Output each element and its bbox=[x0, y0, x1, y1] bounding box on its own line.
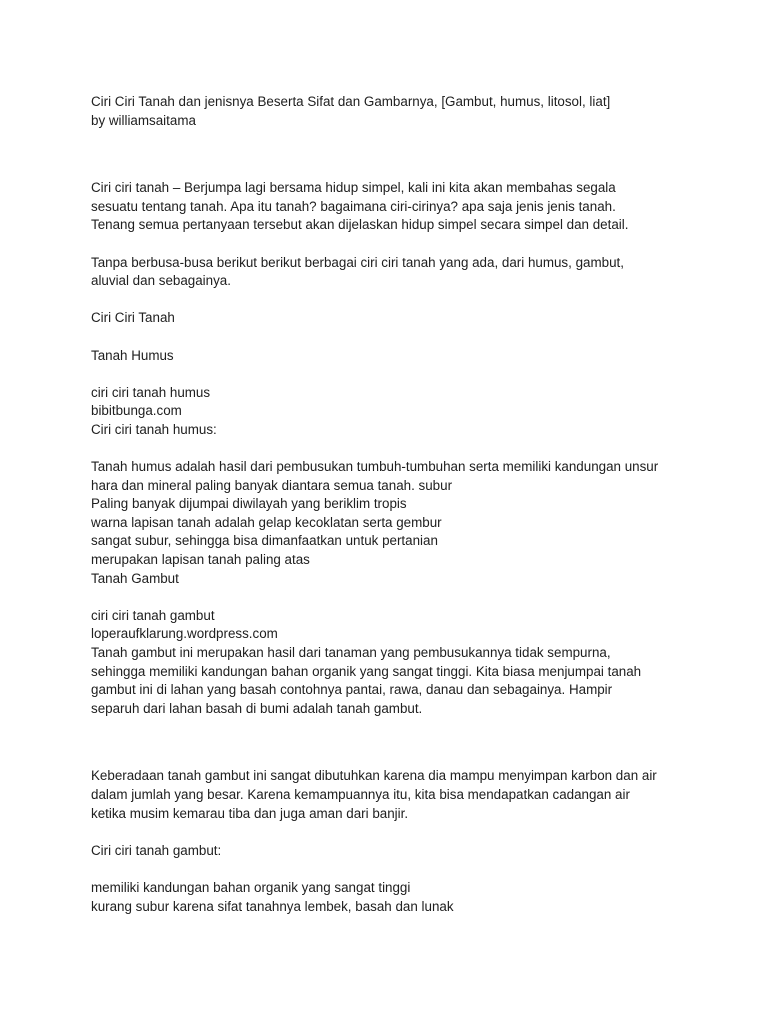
section-heading-ciri: Ciri Ciri Tanah bbox=[91, 310, 175, 326]
paragraph-line: gambut ini di lahan yang basah contohnya pantai, rawa, danau dan sebagainya. Hampir bbox=[91, 682, 613, 698]
list-item: sangat subur, sehingga bisa dimanfaatkan untuk pertanian bbox=[91, 533, 438, 549]
list-item: warna lapisan tanah adalah gelap kecoklatan serta gembur bbox=[91, 514, 442, 530]
list-item: memiliki kandungan bahan organik yang sangat tinggi bbox=[91, 879, 411, 895]
paragraph-line: sehingga memiliki kandungan bahan organik yang sangat tinggi. Kita biasa menjumpai tanah bbox=[91, 663, 642, 679]
spacer bbox=[91, 860, 691, 879]
humus-list bbox=[91, 458, 691, 588]
paragraph-line: separuh dari lahan basah di bumi adalah tanah gambut. bbox=[91, 700, 423, 716]
gambut-list-heading: Ciri ciri tanah gambut: bbox=[91, 842, 222, 858]
spacer bbox=[91, 440, 691, 459]
list-item: hara dan mineral paling banyak diantara semua tanah. subur bbox=[91, 477, 453, 493]
caption-line: Ciri ciri tanah humus: bbox=[91, 421, 217, 437]
humus-caption bbox=[91, 384, 691, 440]
paragraph-line: ketika musim kemarau tiba dan juga aman dari banjir. bbox=[91, 805, 409, 821]
paragraph-line: Tanah gambut ini merupakan hasil dari tanaman yang pembusukannya tidak sempurna, bbox=[91, 645, 611, 661]
caption-line: loperaufklarung.wordpress.com bbox=[91, 626, 278, 642]
caption-line: bibitbunga.com bbox=[91, 403, 182, 419]
caption-line: ciri ciri tanah humus bbox=[91, 384, 211, 400]
list-item: Paling banyak dijumpai diwilayah yang beriklim tropis bbox=[91, 496, 407, 512]
gambut-caption bbox=[91, 607, 691, 719]
paragraph-line: dalam jumlah yang besar. Karena kemampuannya itu, kita bisa mendapatkan cadangan air bbox=[91, 787, 630, 802]
spacer bbox=[91, 718, 691, 767]
paragraph-line: sesuatu tentang tanah. Apa itu tanah? bagaimana ciri-cirinya? apa saja jenis jenis tanah. bbox=[91, 198, 616, 214]
spacer bbox=[91, 823, 691, 842]
section-heading-humus: Tanah Humus bbox=[91, 347, 174, 363]
list-item: Tanah humus adalah hasil dari pembusukan tumbuh-tumbuhan serta memiliki kandungan unsur bbox=[91, 459, 659, 475]
author-line: by williamsaitama bbox=[91, 112, 196, 128]
spacer bbox=[91, 235, 691, 254]
spacer bbox=[91, 328, 691, 347]
section-heading-gambut: Tanah Gambut bbox=[91, 570, 179, 586]
paragraph-line: Tanpa berbusa-busa berikut berikut berbagai ciri ciri tanah yang ada, dari humus, gambut, bbox=[91, 254, 624, 270]
document-body bbox=[91, 93, 691, 916]
paragraph-line: Keberadaan tanah gambut ini sangat dibutuhkan karena dia mampu menyimpan karbon dan air bbox=[91, 768, 657, 784]
spacer bbox=[91, 588, 691, 607]
list-item: kurang subur karena sifat tanahnya lembek, basah dan lunak bbox=[91, 898, 454, 914]
title-line: Ciri Ciri Tanah dan jenisnya Beserta Sifat dan Gambarnya, [Gambut, humus, litosol, liat] bbox=[91, 94, 611, 109]
list-item: merupakan lapisan tanah paling atas bbox=[91, 552, 310, 568]
caption-line: ciri ciri tanah gambut bbox=[91, 607, 215, 623]
paragraph-line: Ciri ciri tanah – Berjumpa lagi bersama hidup simpel, kali ini kita akan membahas segala bbox=[91, 180, 616, 196]
spacer bbox=[91, 365, 691, 384]
intro-paragraph bbox=[91, 179, 691, 235]
intro2-paragraph bbox=[91, 254, 691, 291]
paragraph-line: aluvial dan sebagainya. bbox=[91, 273, 231, 289]
document-title bbox=[91, 93, 691, 130]
keberadaan-paragraph bbox=[91, 767, 691, 823]
paragraph-line: Tenang semua pertanyaan tersebut akan dijelaskan hidup simpel secara simpel dan detail. bbox=[91, 217, 629, 233]
spacer bbox=[91, 291, 691, 310]
spacer bbox=[91, 130, 691, 179]
gambut-list bbox=[91, 879, 691, 916]
